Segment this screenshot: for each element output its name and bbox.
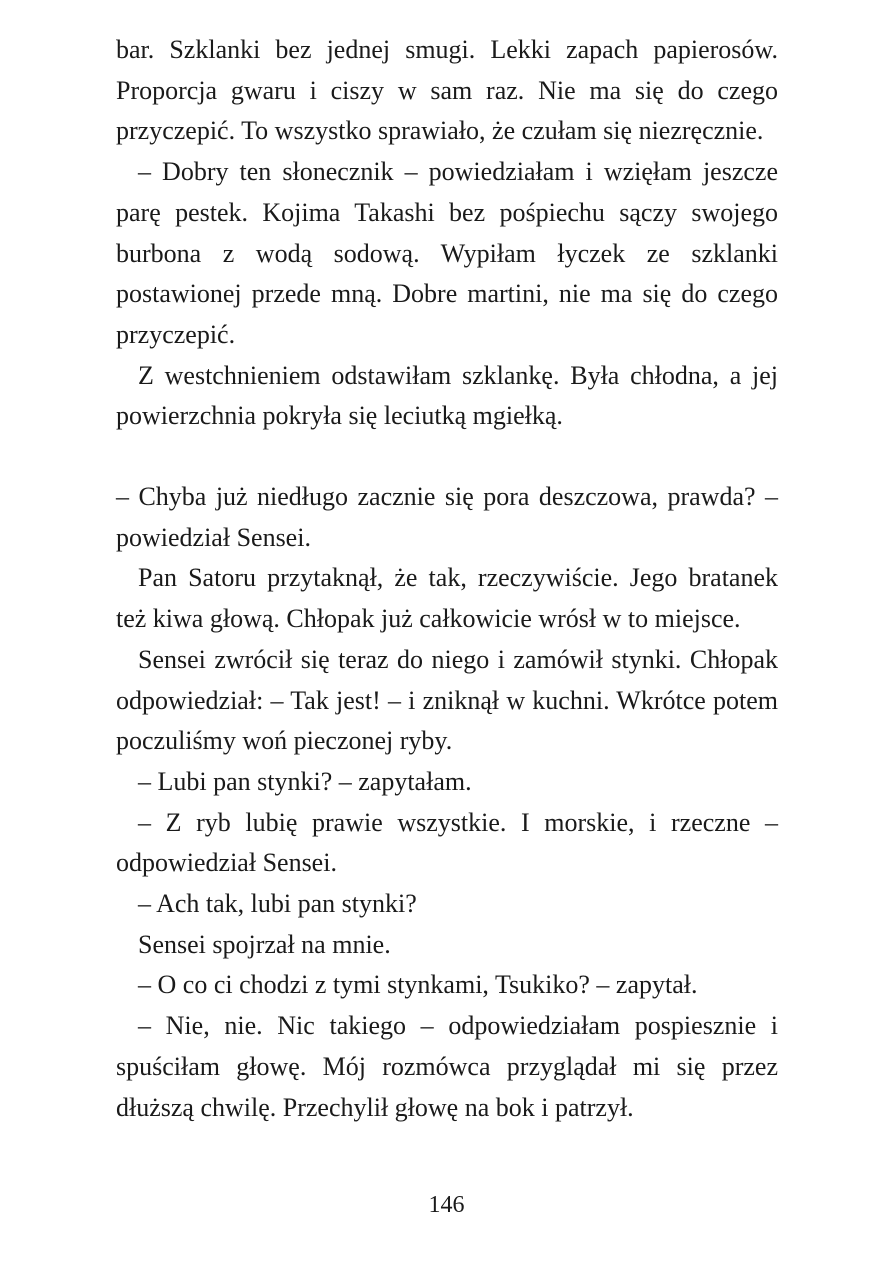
paragraph-question-smelts: – Lubi pan stynki? – zapytałam. [138, 766, 472, 796]
paragraph-sigh: Z westchnieniem odstawiłam szklankę. Była chłodna, a jej powierzchnia pokryła się leciutką mgiełką. [116, 360, 778, 431]
paragraph-nothing-special: – Nie, nie. Nic takiego – odpowiedziałam pospiesznie i spuściłam głowę. Mój rozmówca przyglądał mi się przez dłuższą chwilę. Przechylił głowę na bok i patrzył. [116, 1011, 778, 1122]
paragraph-orders-smelts: Sensei zwrócił się teraz do niego i zamówił stynki. Chłopak odpowiedział: – Tak jest! – i zniknął w kuchni. Wkrótce potem poczuliśmy woń pieczonej ryby. [116, 644, 778, 756]
paragraph-dialogue-sunflower: – Dobry ten słonecznik – powiedziałam i wzięłam jeszcze parę pestek. Kojima Takashi bez pośpiechu sączy swojego burbona z wodą sodową. Wypiłam łyczek ze szklanki postawionej przede mną. Dobre martini, nie ma się do czego przyczepić. [116, 157, 778, 349]
paragraph-rainy-season: – Chyba już niedługo zacznie się pora deszczowa, prawda? – powiedział Sensei. [116, 482, 778, 552]
paragraph-what-about-smelts: – O co ci chodzi z tymi stynkami, Tsukiko? – zapytał. [138, 970, 698, 1000]
paragraph-all-fish: – Z ryb lubię prawie wszystkie. I morskie, i rzeczne – odpowiedział Sensei. [116, 807, 778, 878]
paragraph-continuation: bar. Szklanki bez jednej smugi. Lekki zapach papierosów. Proporcja gwaru i ciszy w sam raz. Nie ma się do czego przyczepić. To wszystko sprawiało, że czułam się niezręcznie. [116, 35, 778, 146]
paragraph-sensei-looks: Sensei spojrzał na mnie. [138, 929, 391, 959]
book-page-text [116, 30, 778, 1128]
page-number: 146 [428, 1192, 465, 1218]
paragraph-satoru-nods: Pan Satoru przytaknął, że tak, rzeczywiście. Jego bratanek też kiwa głową. Chłopak już całkowicie wrósł w to miejsce. [116, 563, 778, 634]
paragraph-ah-so: – Ach tak, lubi pan stynki? [138, 889, 417, 919]
